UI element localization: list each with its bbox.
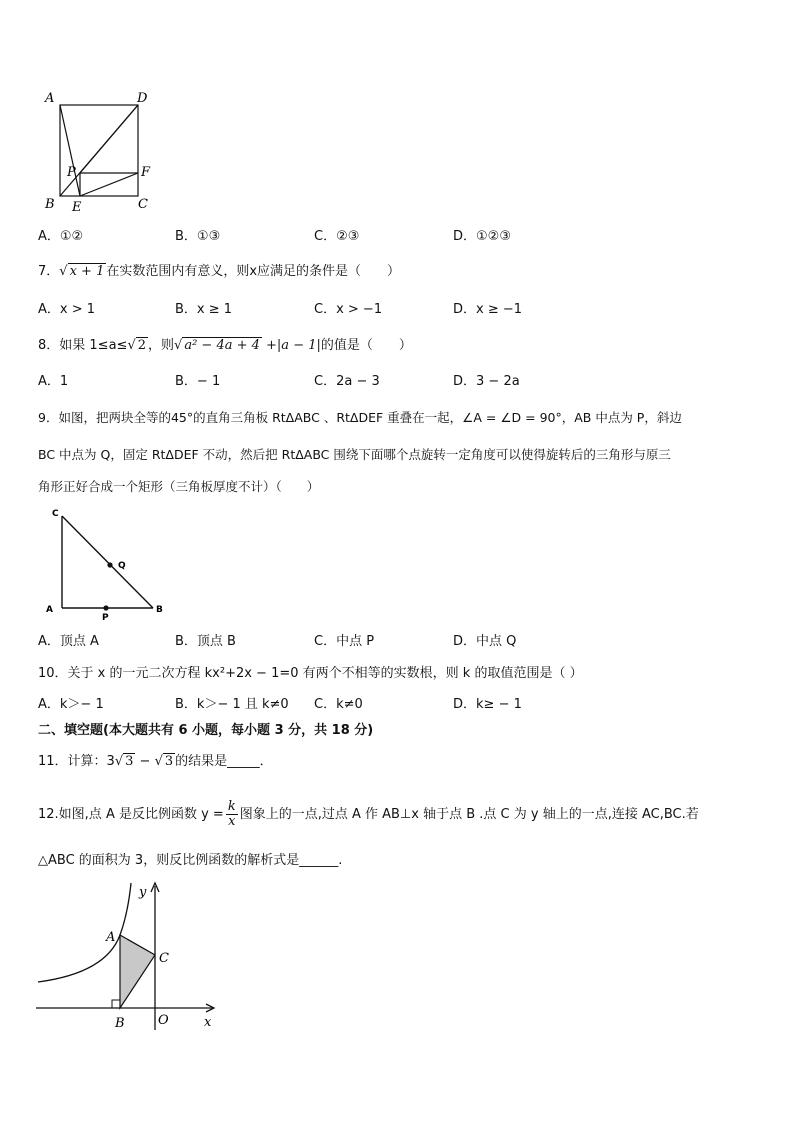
label-O: O: [158, 1013, 169, 1028]
q11-suffix: 的结果是_____．: [175, 754, 273, 769]
q6-option-a[interactable]: A．①②: [38, 229, 84, 244]
q8-option-b[interactable]: B．− 1: [175, 374, 221, 389]
q8-sqrt2: 2: [137, 338, 147, 353]
figure-triangle: [40, 502, 180, 622]
q10-option-d[interactable]: D．k≥ − 1: [453, 697, 522, 712]
q7-stem: 7．√ x + 1 在实数范围内有意义，则x应满足的条件是（ ）: [38, 264, 401, 279]
label-B: B: [45, 197, 55, 212]
q10-option-b[interactable]: B．k＞− 1 且 k≠0: [175, 697, 289, 712]
q9-line1: 9．如图，把两块全等的45°的直角三角板 RtΔABC 、RtΔDEF 重叠在一起，∠A = ∠D = 90°，AB 中点为 P，斜边: [38, 410, 682, 425]
q11-radical-2: 3: [164, 754, 174, 769]
label-F: F: [141, 165, 151, 180]
q10-option-c[interactable]: C．k≠0: [314, 697, 363, 712]
q10-stem: 10．关于 x 的一元二次方程 kx²+2x − 1=0 有两个不相等的实数根，则 k 的取值范围是（ ）: [38, 666, 583, 681]
q7-text: 在实数范围内有意义，则x应满足的条件是（ ）: [106, 264, 401, 279]
q12-line2: △ABC 的面积为 3，则反比例函数的解析式是______.: [38, 853, 343, 868]
q7-option-a[interactable]: A．x > 1: [38, 302, 96, 317]
q8-number: 8．: [38, 338, 60, 353]
q8-option-a[interactable]: A．1: [38, 374, 69, 389]
label-A: A: [106, 930, 116, 945]
q9-option-d[interactable]: D．中点 Q: [453, 634, 517, 649]
q12-frac-num: k: [227, 799, 236, 814]
q8-suffix: 的值是（ ）: [320, 338, 412, 353]
q6-option-d[interactable]: D．①②③: [453, 229, 511, 244]
q6-option-b[interactable]: B．①③: [175, 229, 221, 244]
q8-stem: 8．如果 1≤a≤√ 2 ，则√ a² − 4a + 4 +|a − 1|的值是（ ）: [38, 338, 412, 353]
label-C: C: [138, 197, 148, 212]
q10-option-a[interactable]: A．k＞− 1: [38, 697, 104, 712]
q11-minus: −: [135, 754, 155, 769]
q8-option-d[interactable]: D．3 − 2a: [453, 374, 520, 389]
label-B: B: [115, 1016, 125, 1031]
label-P: P: [67, 165, 76, 180]
q8-radical: a² − 4a + 4: [184, 338, 260, 353]
q8-mid: ，则: [148, 338, 175, 353]
q12-fraction: [226, 800, 238, 829]
label-y: y: [139, 885, 147, 900]
q9-option-a[interactable]: A．顶点 A: [38, 634, 99, 649]
label-D: D: [137, 91, 148, 106]
q12-prefix: 12.如图,点 A 是反比例函数 y =: [38, 807, 224, 822]
q7-option-d[interactable]: D．x ≥ −1: [453, 302, 523, 317]
q7-number: 7．: [38, 264, 60, 279]
q12-frac-den: x: [228, 814, 236, 829]
q8-abs: +|a − 1|: [261, 338, 321, 353]
q9-line3: 角形正好合成一个矩形（三角板厚度不计）（ ）: [38, 479, 320, 494]
section-heading: 二、填空题(本大题共有 6 小题，每小题 3 分，共 18 分): [38, 723, 374, 738]
q7-radical: x + 1: [69, 264, 105, 279]
label-Q: Q: [118, 561, 126, 571]
label-A: A: [46, 605, 53, 615]
q12-stem: [38, 798, 699, 832]
label-P: P: [102, 613, 109, 622]
q7-option-b[interactable]: B．x ≥ 1: [175, 302, 233, 317]
label-E: E: [72, 200, 82, 215]
q11-stem: 11．计算：3√ 3 − √ 3 的结果是_____．: [38, 754, 273, 769]
q11-prefix: 11．计算：3: [38, 754, 115, 769]
label-C: C: [159, 951, 169, 966]
label-B: B: [156, 605, 163, 615]
label-x: x: [204, 1015, 212, 1030]
q8-prefix: 如果 1≤a≤: [59, 338, 128, 353]
figure-hyperbola: [36, 878, 236, 1038]
figure-square: [40, 86, 160, 216]
q9-option-b[interactable]: B．顶点 B: [175, 634, 236, 649]
q8-option-c[interactable]: C．2a − 3: [314, 374, 380, 389]
label-A: A: [45, 91, 55, 106]
q12-suffix: 图象上的一点,过点 A 作 AB⊥x 轴于点 B .点 C 为 y 轴上的一点,连接 AC,BC.若: [239, 807, 699, 822]
q9-line2: BC 中点为 Q，固定 RtΔDEF 不动，然后把 RtΔABC 围绕下面哪个点旋转一定角度可以使得旋转后的三角形与原三: [38, 447, 671, 462]
q11-radical-1: 3: [125, 754, 134, 769]
q6-option-c[interactable]: C．②③: [314, 229, 360, 244]
q9-option-c[interactable]: C．中点 P: [314, 634, 375, 649]
q7-option-c[interactable]: C．x > −1: [314, 302, 383, 317]
label-C: C: [52, 509, 59, 519]
